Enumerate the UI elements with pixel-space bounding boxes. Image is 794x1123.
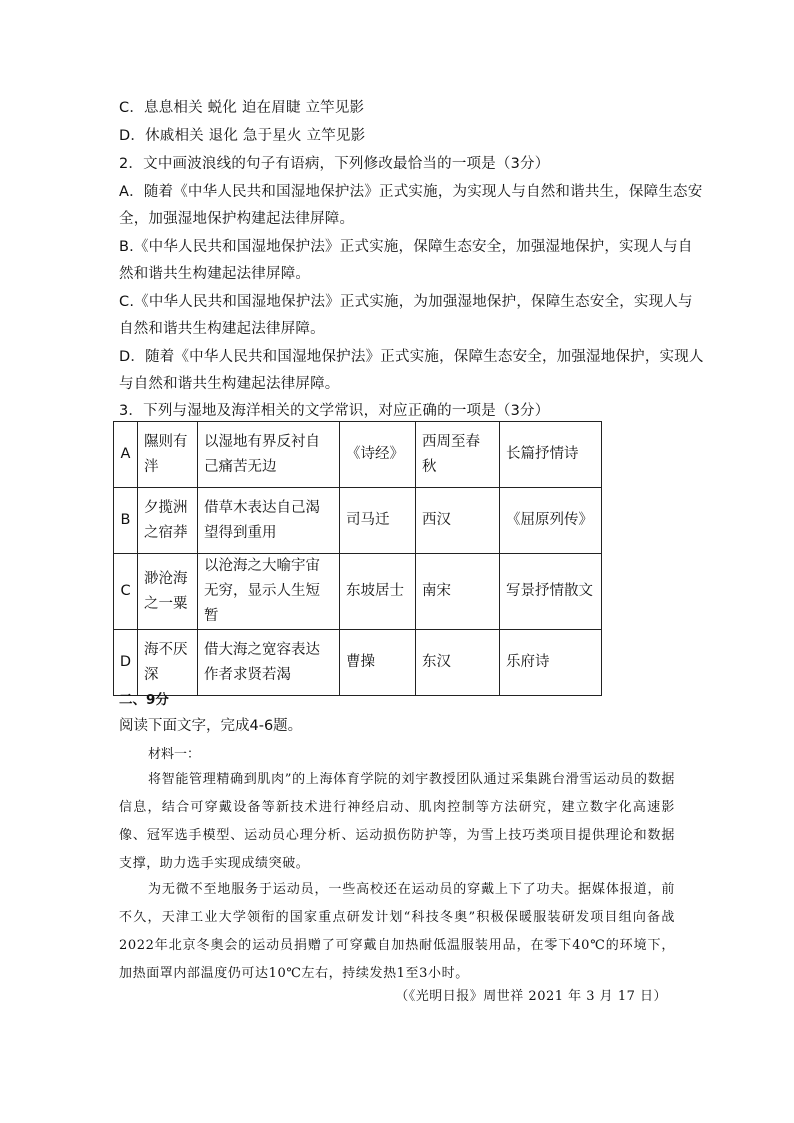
table-cell-option: D	[114, 630, 138, 696]
q2-option-d-line2: 与自然和谐共生构建起法律屏障。	[119, 376, 340, 392]
table-cell-title: 夕揽洲 之宿莽	[138, 488, 198, 554]
table-cell-genre: 《屈原列传》	[500, 488, 602, 554]
section-heading: 二、9分	[119, 692, 169, 708]
table-cell-meaning: 借大海之宽容表达 作者求贤若渴	[198, 630, 340, 696]
material-paragraph-2: 为无微不至地服务于运动员，一些高校还在运动员的穿戴上下了功夫。据媒体报道，前不久，天津工业大学领衔的国家重点研发计划“科技冬奥”积极保暖服装研发项目组向备战2022年北京冬奥会的运动员捐赠了可穿戴自加热耐低温服装用品，在零下40℃的环境下，加热面罩内部温度仍可达10℃左右，持续发热1至3小时。	[119, 882, 675, 981]
q2-option-a-line2: 全，加强湿地保护构建起法律屏障。	[119, 211, 355, 227]
q2-option-b-line2: 然和谐共生构建起法律屏障。	[119, 266, 311, 282]
table-cell-source: 《诗经》	[340, 422, 416, 488]
table-cell-genre: 乐府诗	[500, 630, 602, 696]
q2-option-a-line1: A．随着《中华人民共和国湿地保护法》正式实施，为实现人与自然和谐共生，保障生态安	[119, 184, 703, 200]
q2-option-d-line1: D．随着《中华人民共和国湿地保护法》正式实施，保障生态安全，加强湿地保护，实现人	[119, 349, 704, 365]
literature-table	[113, 421, 602, 696]
q2-option-c-line2: 自然和谐共生构建起法律屏障。	[119, 321, 325, 337]
table-cell-option: A	[114, 422, 138, 488]
table-cell-era: 南宋	[416, 554, 500, 630]
reading-instruction: 阅读下面文字，完成4-6题。	[119, 718, 303, 734]
table-cell-title: 渺沧海 之一粟	[138, 554, 198, 630]
option-d-line: D．休戚相关 退化 急于星火 立竿见影	[119, 128, 366, 144]
table-row	[114, 554, 602, 630]
table-cell-era: 东汉	[416, 630, 500, 696]
table-cell-option: C	[114, 554, 138, 630]
q2-option-b-line1: B.《中华人民共和国湿地保护法》正式实施，保障生态安全，加强湿地保护，实现人与自	[119, 239, 693, 255]
table-cell-meaning: 以湿地有界反衬自 己痛苦无边	[198, 422, 340, 488]
table-cell-title: 隰则有 泮	[138, 422, 198, 488]
table-cell-genre: 写景抒情散文	[500, 554, 602, 630]
table-cell-era: 西周至春 秋	[416, 422, 500, 488]
table-cell-source: 东坡居士	[340, 554, 416, 630]
question-2-stem: 2．文中画波浪线的句子有语病，下列修改最恰当的一项是（3分）	[119, 156, 550, 172]
table-row	[114, 630, 602, 696]
table-cell-source: 曹操	[340, 630, 416, 696]
table-cell-meaning: 借草木表达自己渴 望得到重用	[198, 488, 340, 554]
table-cell-source: 司马迁	[340, 488, 416, 554]
question-3-stem: 3．下列与湿地及海洋相关的文学常识，对应正确的一项是（3分）	[119, 403, 550, 419]
material-heading: 材料一：	[148, 747, 201, 762]
option-c-line: C．息息相关 蜕化 迫在眉睫 立竿见影	[119, 100, 365, 116]
citation-source: （《光明日报》周世祥 2021 年 3 月 17 日）	[395, 989, 667, 1004]
table-cell-option: B	[114, 488, 138, 554]
table-row	[114, 488, 602, 554]
table-cell-era: 西汉	[416, 488, 500, 554]
table-cell-meaning: 以沧海之大喻宇宙 无穷，显示人生短暂	[198, 554, 340, 630]
table-row	[114, 422, 602, 488]
table-cell-genre: 长篇抒情诗	[500, 422, 602, 488]
material-paragraph-1: 将智能管理精确到肌肉”的上海体育学院的刘宇教授团队通过采集跳台滑雪运动员的数据信息，结合可穿戴设备等新技术进行神经启动、肌肉控制等方法研究，建立数字化高速影像、冠军选手模型、运动员心理分析、运动损伤防护等，为雪上技巧类项目提供理论和数据支撑，助力选手实现成绩突破。	[119, 772, 675, 871]
q2-option-c-line1: C.《中华人民共和国湿地保护法》正式实施，为加强湿地保护，保障生态安全，实现人与	[119, 294, 693, 310]
table-cell-title: 海不厌 深	[138, 630, 198, 696]
